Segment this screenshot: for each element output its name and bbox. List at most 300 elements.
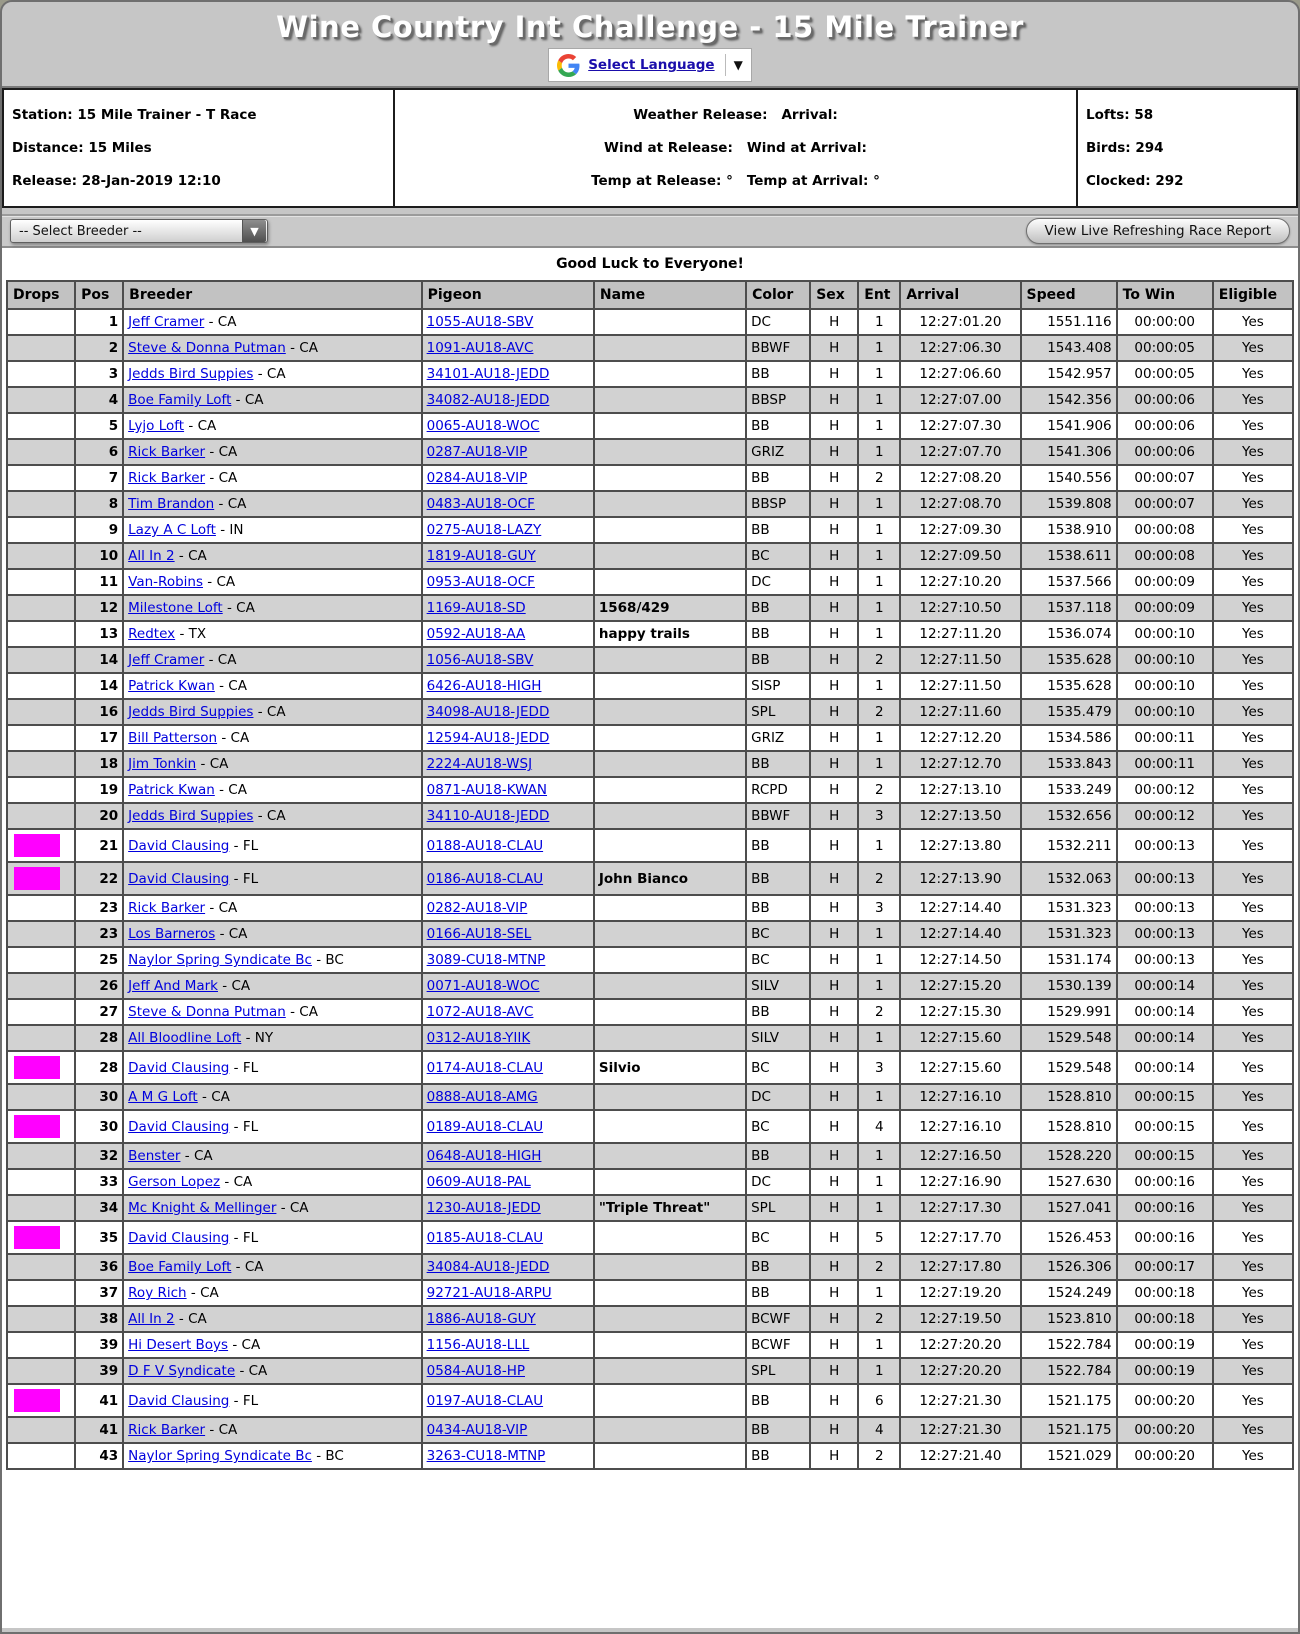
breeder-link[interactable]: David Clausing xyxy=(128,1059,230,1076)
breeder-cell xyxy=(123,829,421,862)
table-row xyxy=(7,543,1293,569)
table-row xyxy=(7,895,1293,921)
towin-cell: 00:00:10 xyxy=(1117,699,1213,725)
pigeon-link[interactable]: 0648-AU18-HIGH xyxy=(426,1148,542,1164)
towin-cell: 00:00:11 xyxy=(1117,725,1213,751)
col-header-towin: To Win xyxy=(1117,281,1213,309)
breeder-link[interactable]: David Clausing xyxy=(128,1229,230,1246)
drops-cell xyxy=(7,647,75,673)
sex-cell: H xyxy=(810,569,858,595)
pigeon-name-cell xyxy=(594,1306,746,1332)
ent-cell: 1 xyxy=(858,947,900,973)
pos-cell: 32 xyxy=(75,1143,123,1169)
drops-cell xyxy=(7,895,75,921)
breeder-state-separator: - xyxy=(231,1259,245,1275)
pigeon-link[interactable]: 0888-AU18-AMG xyxy=(426,1089,538,1105)
drops-cell xyxy=(7,465,75,491)
towin-cell: 00:00:19 xyxy=(1117,1358,1213,1384)
breeder-link[interactable]: Tim Brandon xyxy=(128,496,215,512)
table-row xyxy=(7,1358,1293,1384)
pos-cell: 14 xyxy=(75,673,123,699)
pigeon-link[interactable]: 1056-AU18-SBV xyxy=(426,652,534,668)
temp-arrival-label: Temp at Arrival: ° xyxy=(746,173,880,190)
arrival-cell: 12:27:06.30 xyxy=(900,335,1020,361)
breeder-link[interactable]: All Bloodline Loft xyxy=(128,1030,242,1046)
eligible-cell: Yes xyxy=(1213,1143,1293,1169)
pigeon-name-cell xyxy=(594,1025,746,1051)
page-title: Wine Country Int Challenge - 15 Mile Trainer xyxy=(276,10,1024,44)
speed-cell: 1535.628 xyxy=(1021,673,1117,699)
pigeon-link[interactable]: 34082-AU18-JEDD xyxy=(426,392,550,408)
breeder-link[interactable]: Steve & Donna Putman xyxy=(128,340,286,356)
breeder-cell xyxy=(123,1169,421,1195)
table-row xyxy=(7,361,1293,387)
breeder-link[interactable]: Boe Family Loft xyxy=(128,392,232,408)
pigeon-link[interactable]: 1091-AU18-AVC xyxy=(426,340,534,356)
breeder-state-separator: - xyxy=(285,1004,300,1020)
speed-cell: 1541.906 xyxy=(1021,413,1117,439)
drops-cell xyxy=(7,387,75,413)
speed-cell: 1528.810 xyxy=(1021,1110,1117,1143)
pigeon-link[interactable]: 12594-AU18-JEDD xyxy=(426,730,550,746)
pigeon-link[interactable]: 3089-CU18-MTNP xyxy=(426,952,546,968)
arrival-cell: 12:27:17.70 xyxy=(900,1221,1020,1254)
pigeon-name-cell xyxy=(594,439,746,465)
breeder-state-separator: - xyxy=(229,1229,243,1246)
sex-cell: H xyxy=(810,1254,858,1280)
pigeon-link[interactable]: 0483-AU18-OCF xyxy=(426,496,535,512)
breeder-select-value: -- Select Breeder -- xyxy=(19,223,142,239)
table-row xyxy=(7,309,1293,335)
ent-cell: 1 xyxy=(858,439,900,465)
breeder-link[interactable]: Mc Knight & Mellinger xyxy=(128,1200,277,1216)
pigeon-name-cell xyxy=(594,699,746,725)
speed-cell: 1542.356 xyxy=(1021,387,1117,413)
pigeon-link[interactable]: 0584-AU18-HP xyxy=(426,1363,525,1379)
breeder-link[interactable]: Jedds Bird Suppies xyxy=(128,704,254,720)
breeder-link[interactable]: Steve & Donna Putman xyxy=(128,1004,286,1020)
pigeon-link[interactable]: 0065-AU18-WOC xyxy=(426,418,540,434)
speed-cell: 1531.323 xyxy=(1021,895,1117,921)
breeder-cell xyxy=(123,673,421,699)
breeder-link[interactable]: Jeff Cramer xyxy=(128,314,205,330)
towin-cell: 00:00:13 xyxy=(1117,895,1213,921)
select-language-link[interactable]: Select Language xyxy=(588,57,715,73)
pigeon-name-cell xyxy=(594,361,746,387)
breeder-link[interactable]: Naylor Spring Syndicate Bc xyxy=(128,1448,312,1464)
speed-cell: 1529.548 xyxy=(1021,1025,1117,1051)
pigeon-cell xyxy=(422,1254,594,1280)
table-row xyxy=(7,335,1293,361)
breeder-cell xyxy=(123,751,421,777)
eligible-cell: Yes xyxy=(1213,803,1293,829)
pigeon-name-cell xyxy=(594,947,746,973)
breeder-state: CA xyxy=(299,340,318,356)
breeder-link[interactable]: D F V Syndicate xyxy=(128,1363,236,1379)
arrival-cell: 12:27:13.80 xyxy=(900,829,1020,862)
sex-cell: H xyxy=(810,1280,858,1306)
color-cell: BB xyxy=(746,751,810,777)
pigeon-link[interactable]: 1072-AU18-AVC xyxy=(426,1004,534,1020)
pigeon-link[interactable]: 6426-AU18-HIGH xyxy=(426,678,542,694)
breeder-link[interactable]: Hi Desert Boys xyxy=(128,1337,229,1353)
drops-cell xyxy=(7,595,75,621)
translate-dropdown-arrow-icon[interactable]: ▼ xyxy=(733,58,743,72)
pigeon-cell xyxy=(422,1051,594,1084)
pos-cell: 3 xyxy=(75,361,123,387)
breeder-link[interactable]: David Clausing xyxy=(128,1118,230,1135)
sex-cell: H xyxy=(810,829,858,862)
arrival-cell: 12:27:15.30 xyxy=(900,999,1020,1025)
sex-cell: H xyxy=(810,1443,858,1469)
drops-cell xyxy=(7,1195,75,1221)
drops-cell xyxy=(7,1443,75,1469)
breeder-link[interactable]: Redtex xyxy=(128,626,176,642)
pigeon-link[interactable]: 1886-AU18-GUY xyxy=(426,1311,536,1327)
arrival-cell: 12:27:14.50 xyxy=(900,947,1020,973)
eligible-cell: Yes xyxy=(1213,1358,1293,1384)
sex-cell: H xyxy=(810,387,858,413)
pigeon-link[interactable]: 0186-AU18-CLAU xyxy=(426,870,544,887)
pos-cell: 1 xyxy=(75,309,123,335)
breeder-link[interactable]: Jedds Bird Suppies xyxy=(128,366,254,382)
speed-cell: 1536.074 xyxy=(1021,621,1117,647)
sex-cell: H xyxy=(810,973,858,999)
pos-cell: 35 xyxy=(75,1221,123,1254)
google-translate-widget[interactable] xyxy=(548,48,752,82)
breeder-state: TX xyxy=(188,626,207,642)
col-header-pos: Pos xyxy=(75,281,123,309)
sex-cell: H xyxy=(810,1084,858,1110)
pos-cell: 13 xyxy=(75,621,123,647)
table-row xyxy=(7,517,1293,543)
ent-cell: 1 xyxy=(858,387,900,413)
speed-cell: 1523.810 xyxy=(1021,1306,1117,1332)
pigeon-cell xyxy=(422,803,594,829)
eligible-cell: Yes xyxy=(1213,1221,1293,1254)
pigeon-link[interactable]: 34084-AU18-JEDD xyxy=(426,1259,550,1275)
pigeon-name-cell xyxy=(594,1384,746,1417)
pigeon-link[interactable]: 2224-AU18-WSJ xyxy=(426,756,533,772)
pigeon-cell xyxy=(422,1384,594,1417)
release-value: 28-Jan-2019 12:10 xyxy=(81,173,221,190)
breeder-link[interactable]: Gerson Lopez xyxy=(128,1174,221,1190)
pos-cell: 4 xyxy=(75,387,123,413)
color-cell: BB xyxy=(746,1280,810,1306)
pigeon-link[interactable]: 0189-AU18-CLAU xyxy=(426,1118,544,1135)
sex-cell: H xyxy=(810,517,858,543)
color-cell: BB xyxy=(746,895,810,921)
towin-cell: 00:00:08 xyxy=(1117,517,1213,543)
breeder-state-separator: - xyxy=(311,1448,326,1464)
breeder-link[interactable]: Los Barneros xyxy=(128,926,216,942)
pigeon-link[interactable]: 34098-AU18-JEDD xyxy=(426,704,550,720)
table-row xyxy=(7,647,1293,673)
drop-marker xyxy=(14,834,60,857)
ent-cell: 1 xyxy=(858,517,900,543)
eligible-cell: Yes xyxy=(1213,1169,1293,1195)
pigeon-link[interactable]: 1169-AU18-SD xyxy=(426,600,526,616)
color-cell: DC xyxy=(746,1169,810,1195)
sex-cell: H xyxy=(810,947,858,973)
breeder-link[interactable]: Patrick Kwan xyxy=(128,678,215,694)
arrival-cell: 12:27:16.10 xyxy=(900,1084,1020,1110)
drops-cell xyxy=(7,777,75,803)
breeder-link[interactable]: Lyjo Loft xyxy=(128,418,185,434)
breeder-state-separator: - xyxy=(229,870,243,887)
pos-cell: 6 xyxy=(75,439,123,465)
lofts-value: 58 xyxy=(1134,106,1154,123)
sex-cell: H xyxy=(810,725,858,751)
pigeon-link[interactable]: 0312-AU18-YIIK xyxy=(426,1030,531,1046)
pos-cell: 18 xyxy=(75,751,123,777)
pigeon-name-cell xyxy=(594,1443,746,1469)
pigeon-link[interactable]: 0174-AU18-CLAU xyxy=(426,1059,544,1076)
pos-cell: 41 xyxy=(75,1384,123,1417)
breeder-cell xyxy=(123,621,421,647)
breeder-state-separator: - xyxy=(228,1337,242,1353)
page-header xyxy=(2,2,1298,88)
breeder-link[interactable]: Jeff And Mark xyxy=(128,978,218,994)
sex-cell: H xyxy=(810,1025,858,1051)
drops-cell xyxy=(7,1221,75,1254)
ent-cell: 1 xyxy=(858,1280,900,1306)
pigeon-link[interactable]: 0197-AU18-CLAU xyxy=(426,1392,544,1409)
breeder-link[interactable]: Rick Barker xyxy=(128,470,206,486)
breeder-cell xyxy=(123,387,421,413)
breeder-link[interactable]: Rick Barker xyxy=(128,1422,206,1438)
pigeon-link[interactable]: 1819-AU18-GUY xyxy=(426,548,536,564)
ent-cell: 1 xyxy=(858,621,900,647)
pigeon-link[interactable]: 0609-AU18-PAL xyxy=(426,1174,531,1190)
temp-release-label: Temp at Release: ° xyxy=(591,173,733,190)
arrival-cell: 12:27:20.20 xyxy=(900,1332,1020,1358)
pigeon-cell xyxy=(422,921,594,947)
eligible-cell: Yes xyxy=(1213,1051,1293,1084)
sex-cell: H xyxy=(810,309,858,335)
weather-release-label: Weather Release: xyxy=(633,106,768,123)
breeder-link[interactable]: Bill Patterson xyxy=(128,730,218,746)
pigeon-link[interactable]: 1156-AU18-LLL xyxy=(426,1337,530,1353)
pigeon-link[interactable]: 34101-AU18-JEDD xyxy=(426,366,550,382)
pigeon-link[interactable]: 0953-AU18-OCF xyxy=(426,574,535,590)
pigeon-cell xyxy=(422,335,594,361)
breeder-state-separator: - xyxy=(222,600,237,616)
speed-cell: 1521.175 xyxy=(1021,1417,1117,1443)
breeder-link[interactable]: A M G Loft xyxy=(128,1089,198,1105)
pigeon-cell xyxy=(422,491,594,517)
pigeon-name-cell xyxy=(594,491,746,517)
breeder-link[interactable]: David Clausing xyxy=(128,837,230,854)
drops-cell xyxy=(7,862,75,895)
pigeon-cell xyxy=(422,1221,594,1254)
drop-marker xyxy=(14,1056,60,1079)
breeder-link[interactable]: Boe Family Loft xyxy=(128,1259,232,1275)
drops-cell xyxy=(7,1306,75,1332)
table-row xyxy=(7,1221,1293,1254)
lofts-label: Lofts: xyxy=(1086,106,1130,123)
col-header-name: Name xyxy=(594,281,746,309)
drops-cell xyxy=(7,1384,75,1417)
breeder-cell xyxy=(123,647,421,673)
breeder-cell xyxy=(123,1051,421,1084)
pigeon-link[interactable]: 0871-AU18-KWAN xyxy=(426,782,548,798)
pigeon-link[interactable]: 1055-AU18-SBV xyxy=(426,314,534,330)
pigeon-cell xyxy=(422,1084,594,1110)
pos-cell: 19 xyxy=(75,777,123,803)
pigeon-cell xyxy=(422,895,594,921)
breeder-state-separator: - xyxy=(229,1059,243,1076)
towin-cell: 00:00:15 xyxy=(1117,1143,1213,1169)
drops-cell xyxy=(7,361,75,387)
speed-cell: 1533.843 xyxy=(1021,751,1117,777)
table-row xyxy=(7,569,1293,595)
speed-cell: 1529.991 xyxy=(1021,999,1117,1025)
breeder-link[interactable]: Naylor Spring Syndicate Bc xyxy=(128,952,312,968)
pigeon-link[interactable]: 92721-AU18-ARPU xyxy=(426,1285,552,1301)
breeder-link[interactable]: Rick Barker xyxy=(128,900,206,916)
eligible-cell: Yes xyxy=(1213,829,1293,862)
sex-cell: H xyxy=(810,1169,858,1195)
pigeon-link[interactable]: 0071-AU18-WOC xyxy=(426,978,540,994)
pigeon-link[interactable]: 0185-AU18-CLAU xyxy=(426,1229,544,1246)
col-header-eligible: Eligible xyxy=(1213,281,1293,309)
breeder-link[interactable]: Jeff Cramer xyxy=(128,652,205,668)
breeder-cell xyxy=(123,335,421,361)
breeder-cell xyxy=(123,543,421,569)
breeder-link[interactable]: Rick Barker xyxy=(128,444,206,460)
sex-cell: H xyxy=(810,543,858,569)
ent-cell: 1 xyxy=(858,361,900,387)
ent-cell: 1 xyxy=(858,569,900,595)
pigeon-link[interactable]: 0275-AU18-LAZY xyxy=(426,522,542,538)
speed-cell: 1542.957 xyxy=(1021,361,1117,387)
towin-cell: 00:00:07 xyxy=(1117,465,1213,491)
pigeon-name-cell xyxy=(594,1254,746,1280)
sex-cell: H xyxy=(810,895,858,921)
drops-cell xyxy=(7,725,75,751)
eligible-cell: Yes xyxy=(1213,647,1293,673)
weather-info-box xyxy=(394,88,1077,208)
pigeon-link[interactable]: 3263-CU18-MTNP xyxy=(426,1448,546,1464)
eligible-cell: Yes xyxy=(1213,439,1293,465)
breeder-state-separator: - xyxy=(285,340,300,356)
breeder-cell xyxy=(123,1443,421,1469)
towin-cell: 00:00:15 xyxy=(1117,1084,1213,1110)
breeder-cell xyxy=(123,803,421,829)
ent-cell: 1 xyxy=(858,673,900,699)
breeder-link[interactable]: Van-Robins xyxy=(128,574,203,590)
pigeon-link[interactable]: 0188-AU18-CLAU xyxy=(426,837,544,854)
eligible-cell: Yes xyxy=(1213,1332,1293,1358)
towin-cell: 00:00:20 xyxy=(1117,1443,1213,1469)
breeder-cell xyxy=(123,921,421,947)
breeder-state-separator: - xyxy=(253,704,267,720)
sex-cell: H xyxy=(810,751,858,777)
breeder-link[interactable]: All In 2 xyxy=(128,1311,175,1327)
speed-cell: 1531.323 xyxy=(1021,921,1117,947)
table-row xyxy=(7,947,1293,973)
arrival-cell: 12:27:13.50 xyxy=(900,803,1020,829)
breeder-state: CA xyxy=(209,756,229,772)
distance-label: Distance: xyxy=(12,139,84,156)
speed-cell: 1551.116 xyxy=(1021,309,1117,335)
breeder-state-separator: - xyxy=(241,1030,255,1046)
arrival-cell: 12:27:20.20 xyxy=(900,1358,1020,1384)
color-cell: BBWF xyxy=(746,335,810,361)
pos-cell: 9 xyxy=(75,517,123,543)
breeder-state: CA xyxy=(241,1337,261,1353)
arrival-cell: 12:27:16.90 xyxy=(900,1169,1020,1195)
pigeon-link[interactable]: 0287-AU18-VIP xyxy=(426,444,528,460)
breeder-cell xyxy=(123,699,421,725)
breeder-link[interactable]: All In 2 xyxy=(128,548,175,564)
breeder-link[interactable]: Jim Tonkin xyxy=(128,756,197,772)
breeder-link[interactable]: David Clausing xyxy=(128,870,230,887)
towin-cell: 00:00:17 xyxy=(1117,1254,1213,1280)
pigeon-link[interactable]: 0282-AU18-VIP xyxy=(426,900,528,916)
breeder-link[interactable]: Milestone Loft xyxy=(128,600,223,616)
pigeon-name-cell xyxy=(594,1084,746,1110)
pigeon-link[interactable]: 0434-AU18-VIP xyxy=(426,1422,528,1438)
breeder-cell xyxy=(123,777,421,803)
pigeon-link[interactable]: 0284-AU18-VIP xyxy=(426,470,528,486)
towin-cell: 00:00:15 xyxy=(1117,1110,1213,1143)
breeder-link[interactable]: Lazy A C Loft xyxy=(128,522,216,538)
pos-cell: 30 xyxy=(75,1110,123,1143)
towin-cell: 00:00:14 xyxy=(1117,999,1213,1025)
color-cell: DC xyxy=(746,569,810,595)
breeder-select[interactable] xyxy=(10,219,268,243)
ent-cell: 2 xyxy=(858,1306,900,1332)
speed-cell: 1535.628 xyxy=(1021,647,1117,673)
pigeon-link[interactable]: 34110-AU18-JEDD xyxy=(426,808,550,824)
table-row xyxy=(7,1306,1293,1332)
drops-cell xyxy=(7,621,75,647)
breeder-link[interactable]: Jedds Bird Suppies xyxy=(128,808,254,824)
sex-cell: H xyxy=(810,1332,858,1358)
color-cell: BC xyxy=(746,1110,810,1143)
breeder-link[interactable]: Roy Rich xyxy=(128,1285,187,1301)
breeder-state: CA xyxy=(228,926,248,942)
eligible-cell: Yes xyxy=(1213,569,1293,595)
ent-cell: 1 xyxy=(858,1084,900,1110)
pigeon-link[interactable]: 0592-AU18-AA xyxy=(426,626,526,642)
breeder-link[interactable]: David Clausing xyxy=(128,1392,230,1409)
ent-cell: 1 xyxy=(858,1358,900,1384)
pigeon-link[interactable]: 0166-AU18-SEL xyxy=(426,926,532,942)
pigeon-link[interactable]: 1230-AU18-JEDD xyxy=(426,1200,541,1216)
sex-cell: H xyxy=(810,595,858,621)
select-dropdown-arrow-icon[interactable]: ▼ xyxy=(242,220,266,242)
table-row xyxy=(7,1025,1293,1051)
pos-cell: 14 xyxy=(75,647,123,673)
breeder-cell xyxy=(123,439,421,465)
breeder-link[interactable]: Benster xyxy=(128,1148,181,1164)
pigeon-name-cell xyxy=(594,895,746,921)
speed-cell: 1530.139 xyxy=(1021,973,1117,999)
pigeon-name-cell xyxy=(594,543,746,569)
breeder-link[interactable]: Patrick Kwan xyxy=(128,782,215,798)
view-live-report-button[interactable]: View Live Refreshing Race Report xyxy=(1026,218,1290,244)
sex-cell: H xyxy=(810,777,858,803)
table-row xyxy=(7,777,1293,803)
color-cell: BB xyxy=(746,1254,810,1280)
towin-cell: 00:00:06 xyxy=(1117,439,1213,465)
breeder-state: CA xyxy=(188,548,207,564)
arrival-cell: 12:27:16.10 xyxy=(900,1110,1020,1143)
ent-cell: 1 xyxy=(858,1143,900,1169)
